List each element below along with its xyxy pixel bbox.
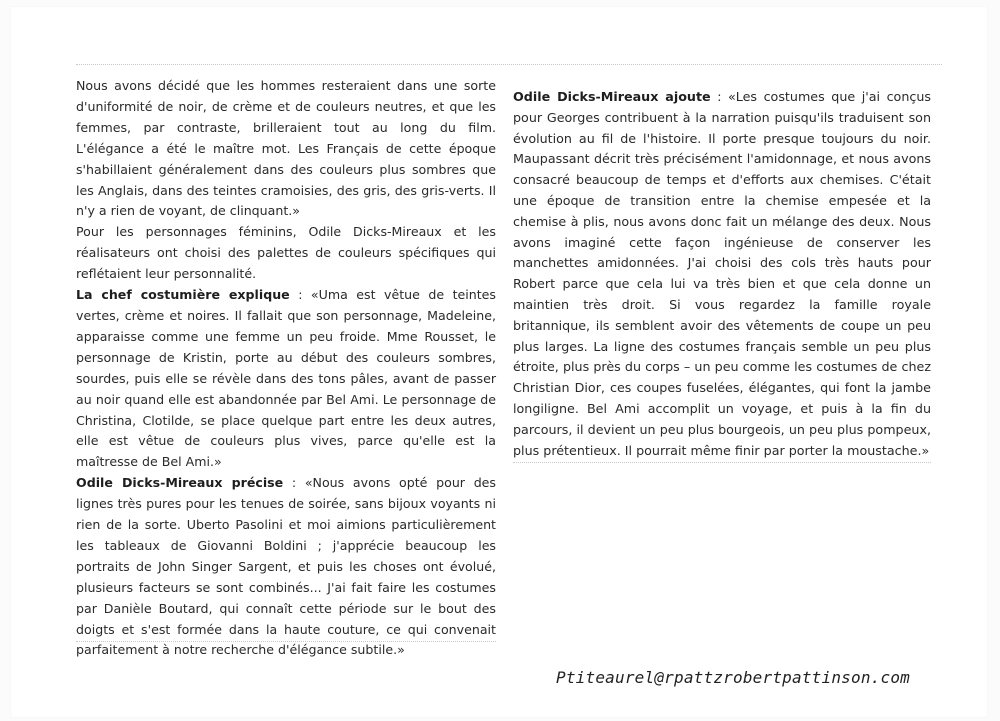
paragraph-chef-costumiere — [76, 285, 496, 473]
top-divider — [76, 64, 942, 65]
speaker-lead-odile-precise: Odile Dicks-Mireaux précise — [76, 475, 284, 491]
left-column — [76, 76, 496, 661]
right-bottom-divider — [513, 462, 931, 463]
left-bottom-divider — [76, 641, 496, 642]
right-column — [513, 87, 931, 461]
paragraph-odile-precise — [76, 473, 496, 661]
speaker-lead-odile-ajoute: Odile Dicks-Mireaux ajoute — [513, 89, 711, 104]
quote-chef-costumiere: : «Uma est vêtue de teintes vertes, crème et noires. Il fallait que son personnage, Madeleine, apparaisse comme une femme un peu froide. Mme Rousset, le personnage de Kristin, porte au début des couleurs sombres, sourdes, puis elle se révèle dans des tons pâles, avant de passer au noir quand elle est abandonnée par Bel Ami. Le personnage de Christina, Clotilde, se place quelque part entre les deux autres, elle est vêtue de couleurs plus vives, parce qu'elle est la maîtresse de Bel Ami.» — [76, 287, 496, 470]
paragraph-odile-ajoute — [513, 87, 931, 461]
watermark-signature: Ptiteaurel@rpattzrobertpattinson.com — [556, 668, 910, 687]
paragraph-personnages-feminins: Pour les personnages féminins, Odile Dicks-Mireaux et les réalisateurs ont choisi des palettes de couleurs spécifiques qui reflétaient leur personnalité. — [76, 224, 496, 282]
speaker-lead-chef-costumiere: La chef costumière explique — [76, 287, 290, 303]
paragraph-uniformite: Nous avons décidé que les hommes resteraient dans une sorte d'uniformité de noir, de crème et de couleurs neutres, et que les femmes, par contraste, brilleraient tout au long du film. L'élégance a été le maître mot. Les Français de cette époque s'habillaient généralement dans des couleurs plus sombres que les Anglais, dans des teintes cramoisies, des gris, des gris-verts. Il n'y a rien de voyant, de clinquant.» — [76, 78, 496, 219]
quote-odile-ajoute: : «Les costumes que j'ai conçus pour Georges contribuent à la narration puisqu'ils traduisent son évolution au fil de l'histoire. Il porte presque toujours du noir. Maupassant décrit très précisément l'amidonnage, et nous avons consacré beaucoup de temps et d'efforts aux chemises. C'était une époque de transition entre la chemise empesée et la chemise à plis, nous avons donc fait un mélange des deux. Nous avons imaginé cette façon ingénieuse de conserver les manchettes amidonnées. J'ai choisi des cols très hauts pour Robert parce que cela lui va très bien et que cela donne un maintien très droit. Si vous regardez la famille royale britannique, ils semblent avoir des vêtements de coupe un peu plus larges. La ligne des costumes français semble un peu plus étroite, plus près du corps – un peu comme les costumes de chez Christian Dior, ces coupes fuselées, élégantes, qui font la jambe longiligne. Bel Ami accomplit un voyage, et puis à la fin du parcours, il devient un peu plus bourgeois, un peu plus pompeux, plus prétentieux. Il pourrait même finir par porter la moustache.» — [513, 89, 931, 458]
quote-odile-precise: : «Nous avons opté pour des lignes très pures pour les tenues de soirée, sans bijoux voyants ni rien de la sorte. Uberto Pasolini et moi aimions particulièrement les tableaux de Giovanni Boldini ; j'apprécie beaucoup les portraits de John Singer Sargent, et puis les choses ont évolué, plusieurs facteurs se sont combinés... J'ai fait faire les costumes par Danièle Boutard, qui connaît cette période sur le bout des doigts et s'est formée dans la haute couture, ce qui convenait parfaitement à notre recherche d'élégance subtile.» — [76, 475, 496, 658]
